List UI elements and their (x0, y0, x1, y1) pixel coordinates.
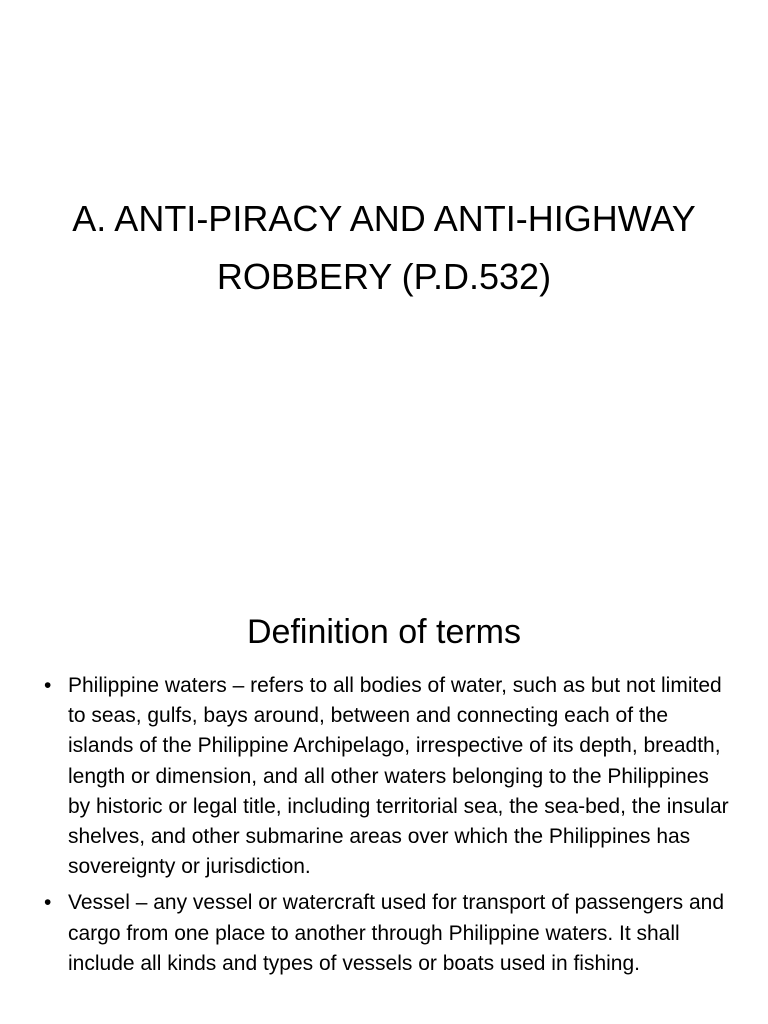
bullet-icon: • (44, 674, 52, 697)
list-item (40, 671, 730, 882)
bullet-icon: • (44, 891, 52, 915)
list-item (40, 888, 730, 979)
definition-philippine-waters: Philippine waters – refers to all bodies of water, such as but not limited to seas, gulfs, bays around, between and connecting each of the islands of the Philippine Archipelago, irrespective of its depth, breadth, length or dimension, and all other waters belonging to the Philippines by historic or legal title, including territorial sea, the sea-bed, the insular shelves, and other submarine areas over which the Philippines has sovereignty or jurisdiction. (68, 674, 729, 879)
slide-definitions (0, 576, 768, 1024)
slide-title-heading: A. ANTI-PIRACY AND ANTI-HIGHWAY ROBBERY (P.D.532) (72, 198, 696, 297)
definitions-list (40, 671, 730, 985)
definition-vessel: Vessel – any vessel or watercraft used for transport of passengers and cargo from one place to another through Philippine waters. It shall include all kinds and types of vessels or boats used in fishing. (68, 891, 725, 975)
definitions-heading: Definition of terms (247, 613, 521, 651)
